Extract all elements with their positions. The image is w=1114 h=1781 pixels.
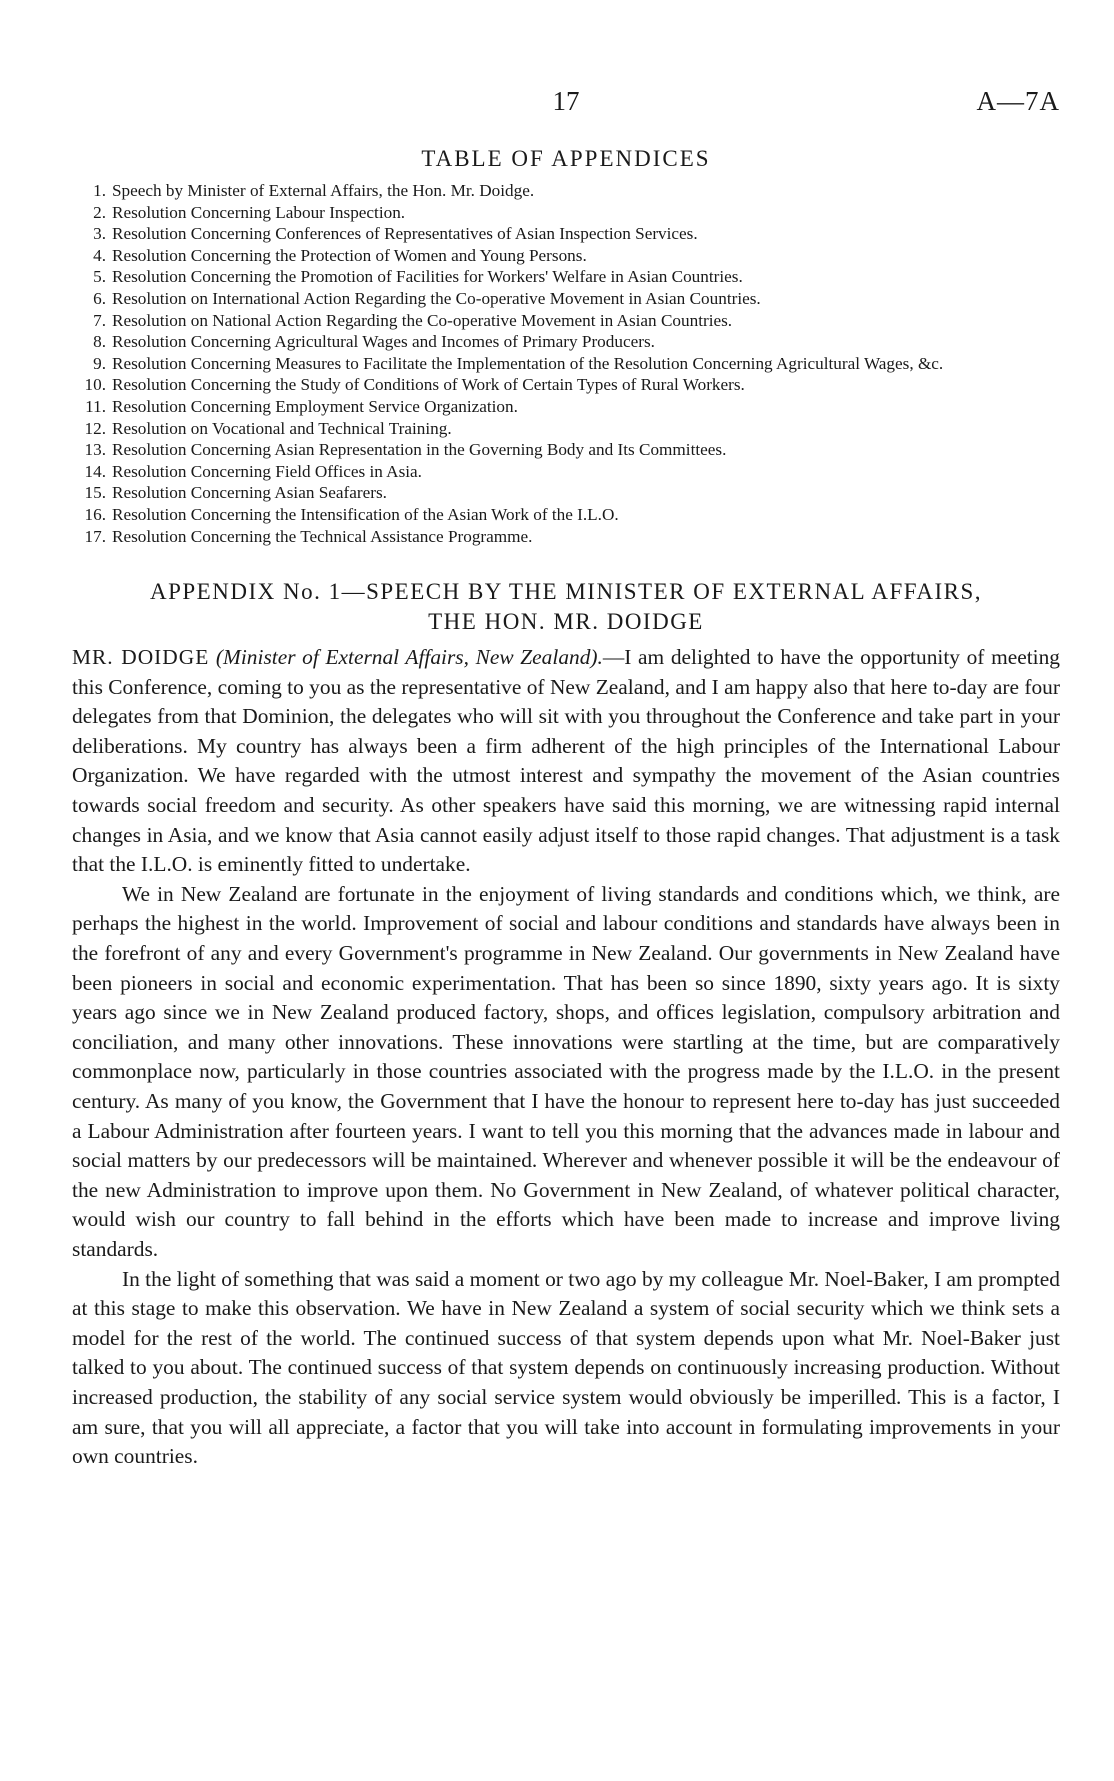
- toc-item-number: 3.: [93, 224, 106, 244]
- speech-paragraph: [72, 643, 1060, 880]
- toc-item-number: 5.: [93, 267, 106, 287]
- toc-item: [72, 202, 1060, 224]
- running-header: [72, 86, 1060, 130]
- toc-item: [72, 396, 1060, 418]
- toc-item-text: Resolution Concerning Agricultural Wages and Incomes of Primary Producers.: [112, 332, 655, 352]
- toc-item-number: 17.: [84, 526, 106, 546]
- toc-item: [72, 461, 1060, 483]
- toc-list: [72, 180, 1060, 547]
- toc-item-text: Resolution Concerning Labour Inspection.: [112, 202, 406, 222]
- toc-title: TABLE OF APPENDICES: [421, 146, 711, 171]
- toc-item-number: 14.: [84, 461, 106, 481]
- toc-item: [72, 526, 1060, 548]
- speaker-name: MR. DOIDGE: [72, 645, 210, 670]
- toc-item: [72, 223, 1060, 245]
- toc-item: [72, 353, 1060, 375]
- toc-item-number: 15.: [84, 483, 106, 503]
- toc-item-text: Resolution Concerning the Technical Assistance Programme.: [112, 526, 533, 546]
- toc-item-text: Resolution Concerning Conferences of Representatives of Asian Inspection Services.: [112, 224, 698, 244]
- toc-item: [72, 418, 1060, 440]
- toc-item-text: Resolution Concerning the Study of Conditions of Work of Certain Types of Rural Workers.: [112, 375, 745, 395]
- toc-item: [72, 374, 1060, 396]
- toc-item-text: Resolution Concerning Measures to Facilitate the Implementation of the Resolution Concerning Agricultural Wages, &c.: [112, 353, 944, 373]
- toc-item: [72, 310, 1060, 332]
- toc-item-number: 8.: [93, 332, 106, 352]
- toc-item: [72, 288, 1060, 310]
- toc-item-number: 9.: [93, 353, 106, 373]
- toc-item: [72, 482, 1060, 504]
- toc-item: [72, 245, 1060, 267]
- toc-item-text: Resolution on International Action Regarding the Co-operative Movement in Asian Countries.: [112, 288, 761, 308]
- toc-item-text: Speech by Minister of External Affairs, the Hon. Mr. Doidge.: [112, 181, 535, 200]
- toc-item-text: Resolution Concerning Asian Seafarers.: [112, 483, 387, 503]
- appendix-heading-line2: THE HON. MR. DOIDGE: [428, 609, 704, 635]
- toc-item-text: Resolution Concerning Field Offices in Asia.: [112, 461, 422, 481]
- toc-item-text: Resolution Concerning the Intensification of the Asian Work of the I.L.O.: [112, 504, 619, 524]
- toc-item-number: 12.: [84, 418, 106, 438]
- toc-item-text: Resolution on Vocational and Technical Training.: [112, 418, 452, 438]
- toc-item-text: Resolution Concerning the Promotion of Facilities for Workers' Welfare in Asian Countries.: [112, 267, 743, 287]
- toc-item-number: 6.: [93, 288, 106, 308]
- toc-item: [72, 439, 1060, 461]
- toc-item: [72, 266, 1060, 288]
- speech-paragraph: In the light of something that was said a moment or two ago by my colleague Mr. Noel-Baker, I am prompted at this stage to make this observation. We have in New Zealand a system of social security which we think sets a model for the rest of the world. The continued success of that system depends upon what Mr. Noel-Baker just talked to you about. The continued success of that system depends on continuously increasing production. Without increased production, the stability of any social service system would obviously be imperilled. This is a factor, I am sure, that you will all appreciate, a factor that you will take into account in formulating improvements in your own countries.: [72, 1266, 1060, 1469]
- paragraph-text: —I am delighted to have the opportunity of meeting this Conference, coming to you as the representative of New Zealand, and I am happy also that here to-day are four delegates from that Dominion, the delegates who will sit with you throughout the Conference and take part in your deliberations. My country has always been a firm adherent of the high principles of the International Labour Organization. We have regarded with the utmost interest and sympathy the movement of the Asian countries towards social freedom and security. As other speakers have said this morning, we are witnessing rapid internal changes in Asia, and we know that Asia cannot easily adjust itself to those rapid changes. That adjustment is a task that the I.L.O. is eminently fitted to undertake.: [72, 645, 1060, 877]
- appendix-heading-line1: APPENDIX No. 1—SPEECH BY THE MINISTER OF EXTERNAL AFFAIRS,: [149, 579, 982, 605]
- document-code: A—7A: [976, 86, 1060, 116]
- document-page: [72, 86, 1060, 1472]
- toc-item-number: 2.: [93, 202, 106, 222]
- toc-item-number: 4.: [93, 245, 106, 265]
- page-number: 17: [552, 86, 580, 116]
- toc-item-text: Resolution Concerning Employment Service Organization.: [112, 396, 518, 416]
- toc-item-number: 13.: [84, 440, 106, 460]
- toc-item-text: Resolution on National Action Regarding the Co-operative Movement in Asian Countries.: [112, 310, 733, 330]
- toc-item-text: Resolution Concerning Asian Representation in the Governing Body and Its Committees.: [112, 440, 727, 460]
- toc-item-number: 7.: [93, 310, 106, 330]
- toc-item: [72, 504, 1060, 526]
- toc-item-number: 10.: [84, 375, 106, 395]
- appendix-heading: [72, 577, 1060, 637]
- speech-paragraph: We in New Zealand are fortunate in the enjoyment of living standards and conditions which, we think, are perhaps the highest in the world. Improvement of social and labour conditions and standards have always been in the forefront of any and every Government's programme in New Zealand. Our governments in New Zealand have been pioneers in social and economic experimentation. That has been so since 1890, sixty years ago. It is sixty years ago since we in New Zealand produced factory, shops, and offices legislation, compulsory arbitration and conciliation, and many other innovations. These innovations were startling at the time, but are comparatively commonplace now, particularly in those countries associated with the progress made by the I.L.O. in the present century. As many of you know, the Government that I have the honour to represent here to-day has just succeeded a Labour Administration after fourteen years. I want to tell you this morning that the advances made in labour and social matters by our predecessors will be maintained. Wherever and whenever possible it will be the endeavour of the new Administration to improve upon them. No Government in New Zealand, of whatever political character, would wish our country to fall behind in the efforts which have been made to increase and improve living standards.: [72, 881, 1060, 1261]
- toc-item: [72, 331, 1060, 353]
- toc-item-number: 1.: [93, 181, 106, 200]
- speech-body: [72, 643, 1060, 1472]
- toc-item-text: Resolution Concerning the Protection of Women and Young Persons.: [112, 245, 587, 265]
- speaker-role: (Minister of External Affairs, New Zealand).: [215, 645, 603, 670]
- toc-item-number: 11.: [85, 396, 106, 416]
- toc-item: [72, 180, 1060, 202]
- toc-item-number: 16.: [84, 504, 106, 524]
